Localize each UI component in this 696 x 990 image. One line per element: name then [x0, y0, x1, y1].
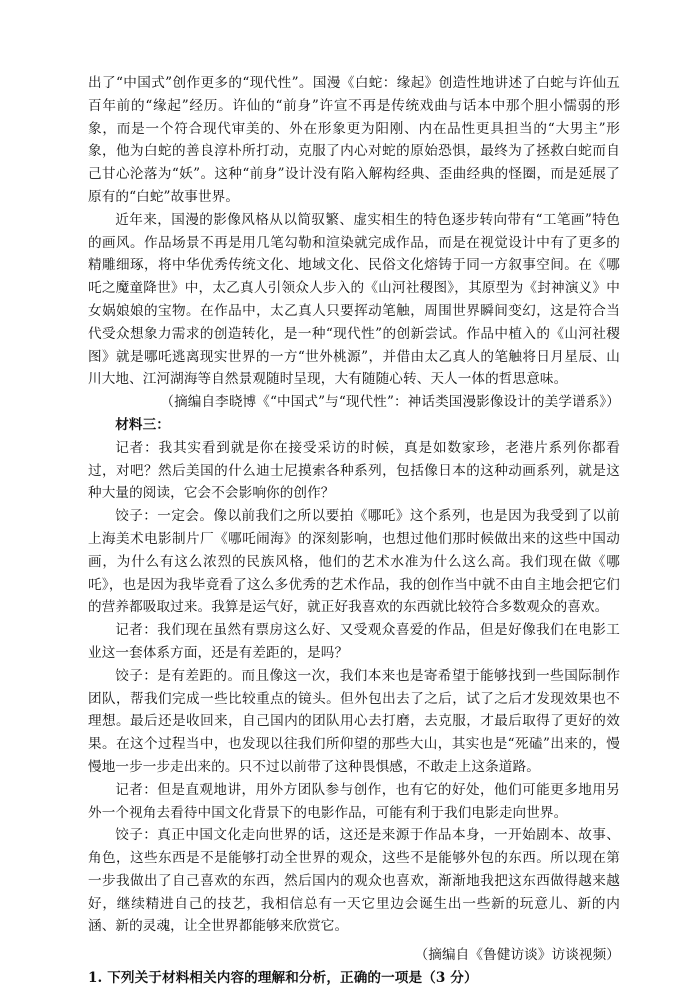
source-citation-material-2: （摘编自李晓博《“中国式”与“现代性”：神话类国漫影像设计的美学谱系》）	[160, 394, 620, 411]
interview-reporter-3: 记者：但是直观地讲，用外方团队参与创作，也有它的好处，他们可能更多地用另外一个视角去看待中国文化背景下的电影作品，可能有利于我们电影走向世界。	[88, 781, 620, 821]
paragraph-2: 近年来，国漫的影像风格从以简驭繁、虚实相生的特色逐步转向带有“工笔画”特色的画风。作品场景不再是用几笔勾勒和渲染就完成作品，而是在视觉设计中有了更多的精雕细琢，将中华优秀传统文化、地域文化、民俗文化熔铸于同一方叙事空间。在《哪吒之魔童降世》中，太乙真人引领众人步入的《山河社稷图》，其原型为《封神演义》中女娲娘娘的宝物。在作品中，太乙真人只要挥动笔触，周围世界瞬间变幻，这是符合当代受众想象力需求的创造转化，是一种“现代性”的创新尝试。作品中植入的《山河社稷图》就是哪吒逃离现实世界的一方“世外桃源”，并借由太乙真人的笔触将日月星辰、山川大地、江河湖海等自然景观随时呈现，大有随随心转、天人一体的哲思意味。	[88, 211, 620, 388]
interview-jiaozi-3: 饺子：真正中国文化走向世界的话，这还是来源于作品本身，一开始剧本、故事、角色，这些东西是不是能够打动全世界的观众，这些不是能够外包的东西。所以现在第一步我做出了自己喜欢的东西，然后国内的观众也喜欢，渐渐地我把这东西做得越来越好，继续精进自己的技艺，我相信总有一天它里边会诞生出一些新的玩意儿、新的内涵、新的灵魂，让全世界都能够来欣赏它。	[88, 827, 620, 935]
interview-reporter-2: 记者：我们现在虽然有票房这么好、又受观众喜爱的作品，但是好像我们在电影工业这一套体系方面，还是有差距的，是吗？	[88, 622, 620, 661]
interview-reporter-1: 记者：我其实看到就是你在接受采访的时候，真是如数家珍，老港片系列你都看过，对吧？然后美国的什么迪士尼摸索各种系列，包括像日本的这种动画系列，就是这种大量的阅读，它会不会影响你的创作？	[88, 439, 620, 502]
paragraph-1: 出了“中国式”创作更多的“现代性”。国漫《白蛇：缘起》创造性地讲述了白蛇与许仙五百年前的“缘起”经历。许仙的“前身”许宣不再是传统戏曲与话本中那个胆小懦弱的形象，而是一个符合现代审美的、外在形象更为阳刚、内在品性更具担当的“大男主”形象，他为白蛇的善良淳朴所打动，克服了内心对蛇的原始恐惧，最终为了拯救白蛇而自己甘心沦落为“妖”。这种“前身”设计没有陷入解构经典、歪曲经典的怪圈，而是延展了原有的“白蛇”故事世界。	[88, 75, 620, 205]
source-citation-material-3: （摘编自《鲁健访谈》访谈视频）	[414, 947, 620, 964]
document-body	[88, 72, 620, 990]
material-3-heading: 材料三：	[115, 416, 170, 433]
interview-jiaozi-2: 饺子：是有差距的。而且像这一次，我们本来也是寄希望于能够找到一些国际制作团队，帮我们完成一些比较重点的镜头。但外包出去了之后，试了之后才发现效果也不理想。最后还是收回来，自己国内的团队用心去打磨，去克服，才最后取得了更好的效果。在这个过程当中，也发现以往我们所仰望的那些大山，其实也是“死磕”出来的，慢慢地一步一步走出来的。只不过以前带了这种畏惧感，不敢走上这条道路。	[88, 667, 620, 775]
question-1: 1. 下列关于材料相关内容的理解和分析，正确的一项是（3 分）	[88, 970, 478, 987]
interview-jiaozi-1: 饺子：一定会。像以前我们之所以要拍《哪吒》这个系列，也是因为我受到了以前上海美术电影制片厂《哪吒闹海》的深刻影响，也想过他们那时候做出来的这些中国动画，为什么有这么浓烈的民族风格，他们的艺术水准为什么这么高。我们现在做《哪吒》，也是因为我毕竟看了这么多优秀的艺术作品，我的创作当中就不由自主地会把它们的营养都吸取过来。我算是运气好，就正好我喜欢的东西就比较符合多数观众的喜欢。	[88, 508, 620, 616]
